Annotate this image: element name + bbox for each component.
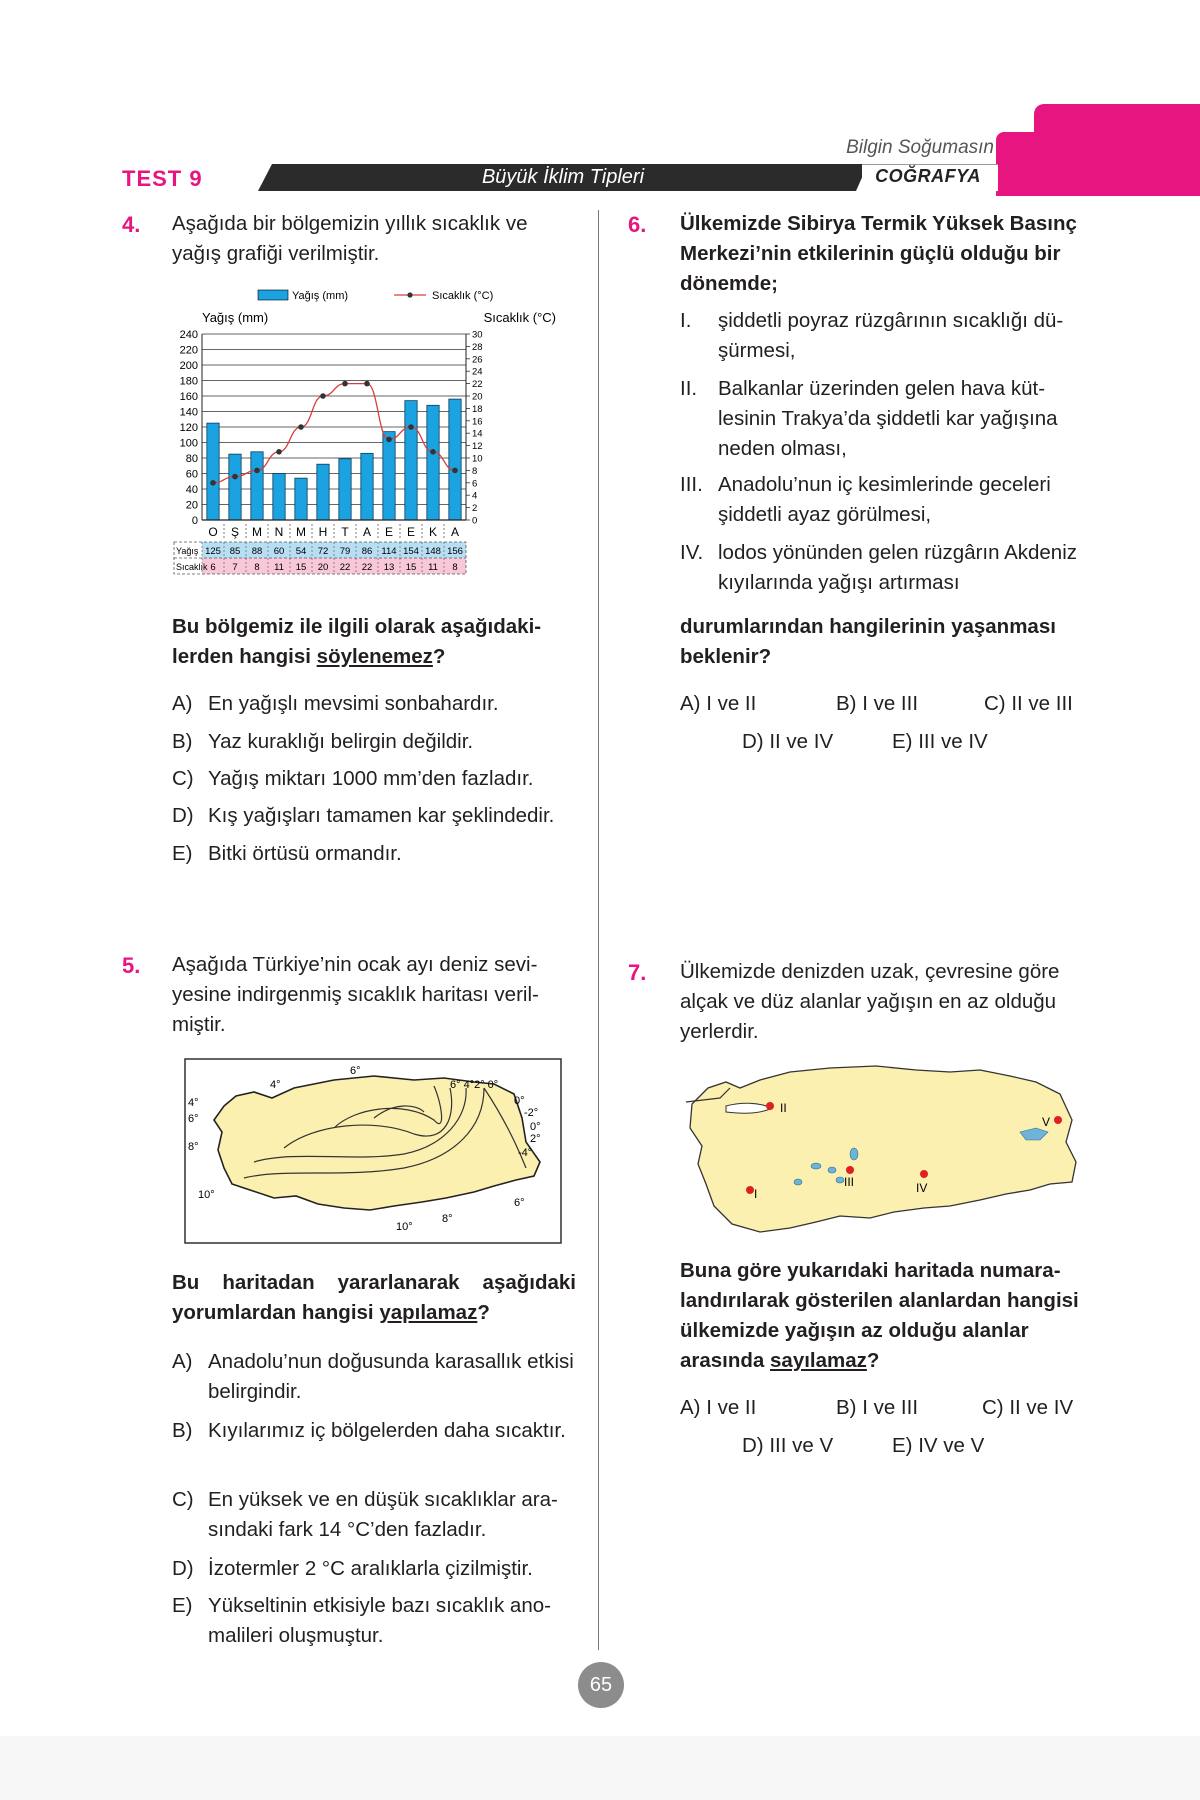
y-tick-left: 20 xyxy=(185,499,198,512)
option-letter: D) xyxy=(172,1557,194,1580)
q5-number: 5. xyxy=(122,953,141,978)
point-IV-marker xyxy=(920,1170,928,1178)
q4-question-key: söylenemez xyxy=(316,645,433,668)
table-cell-rain: 85 xyxy=(229,546,241,557)
y-tick-left: 240 xyxy=(179,329,198,341)
y-tick-right: 22 xyxy=(472,379,483,391)
brand-name: Bilgin Soğumasın xyxy=(846,137,994,158)
q7-question-post: ? xyxy=(866,1349,880,1372)
y-tick-left: 100 xyxy=(179,437,198,450)
y-tick-left: 160 xyxy=(179,391,198,403)
table-cell-temp: 20 xyxy=(317,562,329,573)
y-tick-right: 28 xyxy=(472,341,483,353)
x-tick-label: N xyxy=(274,525,284,539)
y-tick-left: 200 xyxy=(179,360,198,372)
y-tick-left: 220 xyxy=(179,344,198,357)
table-cell-temp: 22 xyxy=(339,562,351,573)
item-text: şiddetli poyraz rüzgârının sıcaklığı düşürmesi, xyxy=(718,309,1064,362)
bar-rain xyxy=(207,423,219,520)
q6-answer-a[interactable]: A) I ve II xyxy=(680,692,757,715)
item-text: Balkanlar üzerinden gelen hava kütlesinin Trakya’da şiddetli kar yağışına neden olması, xyxy=(718,377,1058,460)
q5-question-pre: Bu haritadan yararlanarak aşağıdaki yorumlardan hangisi xyxy=(172,1271,576,1324)
item-text: Anadolu’nun iç kesimlerinde geceleri şiddetli ayaz görülmesi, xyxy=(718,473,1051,526)
q5-intro: Aşağıda Türkiye’nin ocak ayı deniz seviyesine indirgenmiş sıcaklık haritası verilmiştir. xyxy=(172,953,539,1036)
bar-rain xyxy=(449,399,461,520)
map-label-4-top: 4° xyxy=(270,1079,281,1091)
table-cell-rain: 72 xyxy=(317,546,329,557)
q5-question xyxy=(172,1268,576,1328)
table-cell-rain: 154 xyxy=(403,546,419,557)
option-letter: B) xyxy=(172,730,193,753)
column-divider xyxy=(598,210,599,1650)
legend-swatch-rain xyxy=(258,290,288,300)
q7-answer-b[interactable]: B) I ve III xyxy=(836,1396,919,1419)
point-temperature xyxy=(364,381,370,387)
point-temperature xyxy=(430,449,436,455)
option-text: Yağış miktarı 1000 mm’den fazladır. xyxy=(208,767,534,790)
option-text: Yaz kuraklığı belirgin değildir. xyxy=(208,730,474,753)
q4-question xyxy=(172,612,576,672)
point-temperature xyxy=(342,381,348,387)
x-tick-label: T xyxy=(341,525,349,539)
table-cell-temp: 22 xyxy=(361,562,373,573)
subject-label: COĞRAFYA xyxy=(875,166,981,186)
y-tick-right: 26 xyxy=(472,354,483,366)
table-cell-temp: 11 xyxy=(428,562,438,573)
table-cell-rain: 125 xyxy=(205,546,221,557)
option-letter: C) xyxy=(172,1488,194,1511)
option-text: En yüksek ve en düşük sıcaklıklar arasındaki fark 14 °C’den fazladır. xyxy=(208,1488,558,1541)
x-tick-label: M xyxy=(252,525,262,539)
bar-rain xyxy=(361,453,373,520)
q6-answer-d[interactable]: D) II ve IV xyxy=(742,730,834,753)
q6-number: 6. xyxy=(628,212,647,237)
item-number: II. xyxy=(680,377,698,400)
point-temperature xyxy=(210,480,216,486)
y-tick-right: 12 xyxy=(472,441,483,453)
map-label-6-bottom: 6° xyxy=(514,1197,525,1209)
q5-question-post: ? xyxy=(477,1301,490,1324)
map-label-6-top: 6° xyxy=(350,1065,361,1077)
map-label-minus4: -4° xyxy=(518,1147,533,1159)
table-cell-rain: 114 xyxy=(381,546,397,557)
map-label-minus2: -2° xyxy=(524,1107,539,1119)
q7-answer-c[interactable]: C) II ve IV xyxy=(982,1396,1074,1419)
option-text: İzotermler 2 °C aralıklarla çizilmiştir. xyxy=(208,1557,533,1580)
q7-answer-a[interactable]: A) I ve II xyxy=(680,1396,757,1419)
map-label-4-left: 4° xyxy=(188,1097,199,1109)
y-tick-left: 120 xyxy=(179,422,198,434)
table-cell-temp: 8 xyxy=(452,562,458,573)
point-temperature xyxy=(408,424,414,430)
x-tick-label: A xyxy=(362,525,372,539)
bar-rain xyxy=(427,405,439,520)
y-tick-left: 40 xyxy=(185,484,198,496)
table-cell-temp: 8 xyxy=(254,562,260,573)
y-tick-right: 18 xyxy=(472,403,483,415)
x-tick-label: O xyxy=(208,525,218,539)
table-cell-rain: 60 xyxy=(273,546,285,557)
point-temperature xyxy=(320,393,326,399)
item-text: lodos yönünden gelen rüzgârın Akdeniz kıyılarında yağışı artırması xyxy=(718,541,1078,594)
table-cell-temp: 15 xyxy=(405,562,417,573)
x-tick-label: E xyxy=(384,525,394,539)
table-cell-temp: 13 xyxy=(383,562,395,573)
y-tick-right: 0 xyxy=(472,515,478,527)
table-cell-rain: 54 xyxy=(295,546,307,557)
x-tick-label: H xyxy=(318,525,328,539)
table-cell-rain: 86 xyxy=(361,546,373,557)
x-tick-label: E xyxy=(406,525,416,539)
map-label-8-left: 8° xyxy=(188,1141,199,1153)
table-row-label-rain: Yağış xyxy=(176,546,199,556)
y-axis-left-title: Yağış (mm) xyxy=(202,310,269,325)
y-tick-left: 180 xyxy=(179,375,198,388)
map-label-top-right: 6° 4°2° 0° xyxy=(450,1079,499,1091)
option-text: En yağışlı mevsimi sonbahardır. xyxy=(208,692,499,715)
point-II-label: II xyxy=(780,1101,787,1115)
point-V-marker xyxy=(1054,1116,1062,1124)
q6-intro: Ülkemizde Sibirya Termik Yüksek Basınç Merkezi’nin etkilerinin güçlü olduğu bir dönemde; xyxy=(680,212,1077,295)
q7-number: 7. xyxy=(628,960,647,985)
point-IV-label: IV xyxy=(916,1181,928,1195)
table-cell-temp: 6 xyxy=(210,562,216,573)
table-row-label-temp: Sıcaklık xyxy=(176,562,208,572)
y-tick-right: 16 xyxy=(472,416,483,428)
q7-intro: Ülkemizde denizden uzak, çevresine göre alçak ve düz alanlar yağışın en az olduğu yerlerdir. xyxy=(680,960,1060,1043)
bar-rain xyxy=(251,452,263,520)
q6-question: durumlarından hangilerinin yaşanması beklenir? xyxy=(680,615,1056,668)
x-tick-label: Ş xyxy=(230,525,240,539)
q6-answer-c[interactable]: C) II ve III xyxy=(984,692,1073,715)
q4-number: 4. xyxy=(122,212,141,237)
item-number: I. xyxy=(680,309,692,332)
y-tick-right: 30 xyxy=(472,329,483,341)
point-temperature xyxy=(452,468,458,474)
q5-isotherm-map xyxy=(184,1058,562,1244)
item-number: IV. xyxy=(680,541,704,564)
page-bottom-shade xyxy=(0,1736,1200,1800)
page-number: 65 xyxy=(578,1662,624,1708)
option-text: Bitki örtüsü ormandır. xyxy=(208,842,402,865)
table-cell-rain: 156 xyxy=(447,546,463,557)
point-temperature xyxy=(254,468,260,474)
table-cell-temp: 7 xyxy=(232,562,238,573)
option-letter: E) xyxy=(172,1594,193,1617)
option-text: Kış yağışları tamamen kar şeklindedir. xyxy=(208,804,555,827)
y-tick-right: 4 xyxy=(472,490,478,502)
point-I-label: I xyxy=(754,1187,758,1201)
point-III-label: III xyxy=(844,1175,855,1189)
q7-answer-e[interactable]: E) IV ve V xyxy=(892,1434,985,1457)
q7-answer-d[interactable]: D) III ve V xyxy=(742,1434,834,1457)
y-tick-right: 8 xyxy=(472,465,478,477)
y-axis-right-title: Sıcaklık (°C) xyxy=(483,310,556,325)
point-temperature xyxy=(386,437,392,443)
q7-question xyxy=(680,1256,1084,1376)
y-tick-right: 10 xyxy=(472,453,483,465)
bar-rain xyxy=(317,464,329,520)
header-accent-tab-small xyxy=(996,132,1056,196)
table-cell-rain: 148 xyxy=(425,546,441,557)
option-letter: C) xyxy=(172,767,194,790)
point-temperature xyxy=(276,449,282,455)
table-cell-temp: 11 xyxy=(274,562,284,573)
y-tick-right: 24 xyxy=(472,366,483,378)
map-label-10-bottom: 10° xyxy=(396,1221,413,1233)
option-letter: E) xyxy=(172,842,193,865)
map-label-2-east: 2° xyxy=(530,1133,541,1145)
bar-rain xyxy=(339,459,351,520)
y-tick-left: 140 xyxy=(179,406,198,419)
point-I-marker xyxy=(746,1186,754,1194)
map-label-8-bottom: 8° xyxy=(442,1213,453,1225)
q4-climate-chart xyxy=(176,282,556,587)
x-tick-label: K xyxy=(428,525,438,539)
table-cell-rain: 88 xyxy=(251,546,263,557)
bar-rain xyxy=(383,432,395,520)
x-tick-label: M xyxy=(296,525,306,539)
option-text: Anadolu’nun doğusunda karasallık etkisi belirgindir. xyxy=(208,1350,574,1403)
option-letter: A) xyxy=(172,692,193,715)
table-cell-rain: 79 xyxy=(339,546,351,557)
q7-turkey-map xyxy=(680,1058,1080,1238)
q6-answer-b[interactable]: B) I ve III xyxy=(836,692,919,715)
option-text: Kıyılarımız iç bölgelerden daha sıcaktır. xyxy=(208,1419,566,1442)
q4-intro: Aşağıda bir bölgemizin yıllık sıcaklık ve yağış grafiği verilmiştir. xyxy=(172,212,528,265)
map-label-10-left: 10° xyxy=(198,1189,215,1201)
point-II-marker xyxy=(766,1102,774,1110)
table-cell-temp: 15 xyxy=(295,562,307,573)
y-tick-right: 6 xyxy=(472,478,478,490)
y-tick-left: 80 xyxy=(185,453,198,465)
q7-question-key: sayılamaz xyxy=(770,1349,867,1372)
line-temperature xyxy=(213,384,455,483)
q6-answer-e[interactable]: E) III ve IV xyxy=(892,730,988,753)
point-temperature xyxy=(232,474,238,480)
page-title: Büyük İklim Tipleri xyxy=(481,166,645,188)
bar-rain xyxy=(295,478,307,520)
y-tick-right: 2 xyxy=(472,503,478,515)
q7-question-pre: Buna göre yukarıdaki haritada numaralandırılarak gösterilen alanlardan hangisi ülkemizde yağışın az olduğu alanlar arasında xyxy=(680,1259,1079,1372)
option-letter: A) xyxy=(172,1350,193,1373)
q4-question-post: ? xyxy=(432,645,446,668)
y-tick-left: 0 xyxy=(191,515,198,527)
option-letter: B) xyxy=(172,1419,193,1442)
bar-rain xyxy=(229,454,241,520)
y-tick-right: 20 xyxy=(472,391,483,403)
header-accent-tab xyxy=(1034,104,1200,196)
legend-rain-label: Yağış (mm) xyxy=(292,290,349,302)
point-III-marker xyxy=(846,1166,854,1174)
q4-question-pre: Bu bölgemiz ile ilgili olarak aşağıdakilerden hangisi xyxy=(172,615,542,668)
option-letter: D) xyxy=(172,804,194,827)
x-tick-label: A xyxy=(450,525,460,539)
option-text: Yükseltinin etkisiyle bazı sıcaklık anomalileri oluşmuştur. xyxy=(208,1594,551,1647)
map-label-0-right: 0° xyxy=(514,1095,525,1107)
y-tick-left: 60 xyxy=(185,468,198,481)
map-label-6-left: 6° xyxy=(188,1113,199,1125)
y-tick-right: 14 xyxy=(472,428,483,440)
point-temperature xyxy=(298,424,304,430)
item-number: III. xyxy=(680,473,703,496)
legend-dot-temp xyxy=(407,292,412,297)
point-V-label: V xyxy=(1042,1115,1051,1129)
legend-temp-label: Sıcaklık (°C) xyxy=(432,290,494,302)
map-label-0-east: 0° xyxy=(530,1121,541,1133)
bar-rain xyxy=(405,401,417,520)
bar-rain xyxy=(273,474,285,521)
turkey-landmass xyxy=(690,1066,1076,1232)
q5-question-key: yapılamaz xyxy=(379,1301,478,1324)
test-label: TEST 9 xyxy=(122,166,203,191)
